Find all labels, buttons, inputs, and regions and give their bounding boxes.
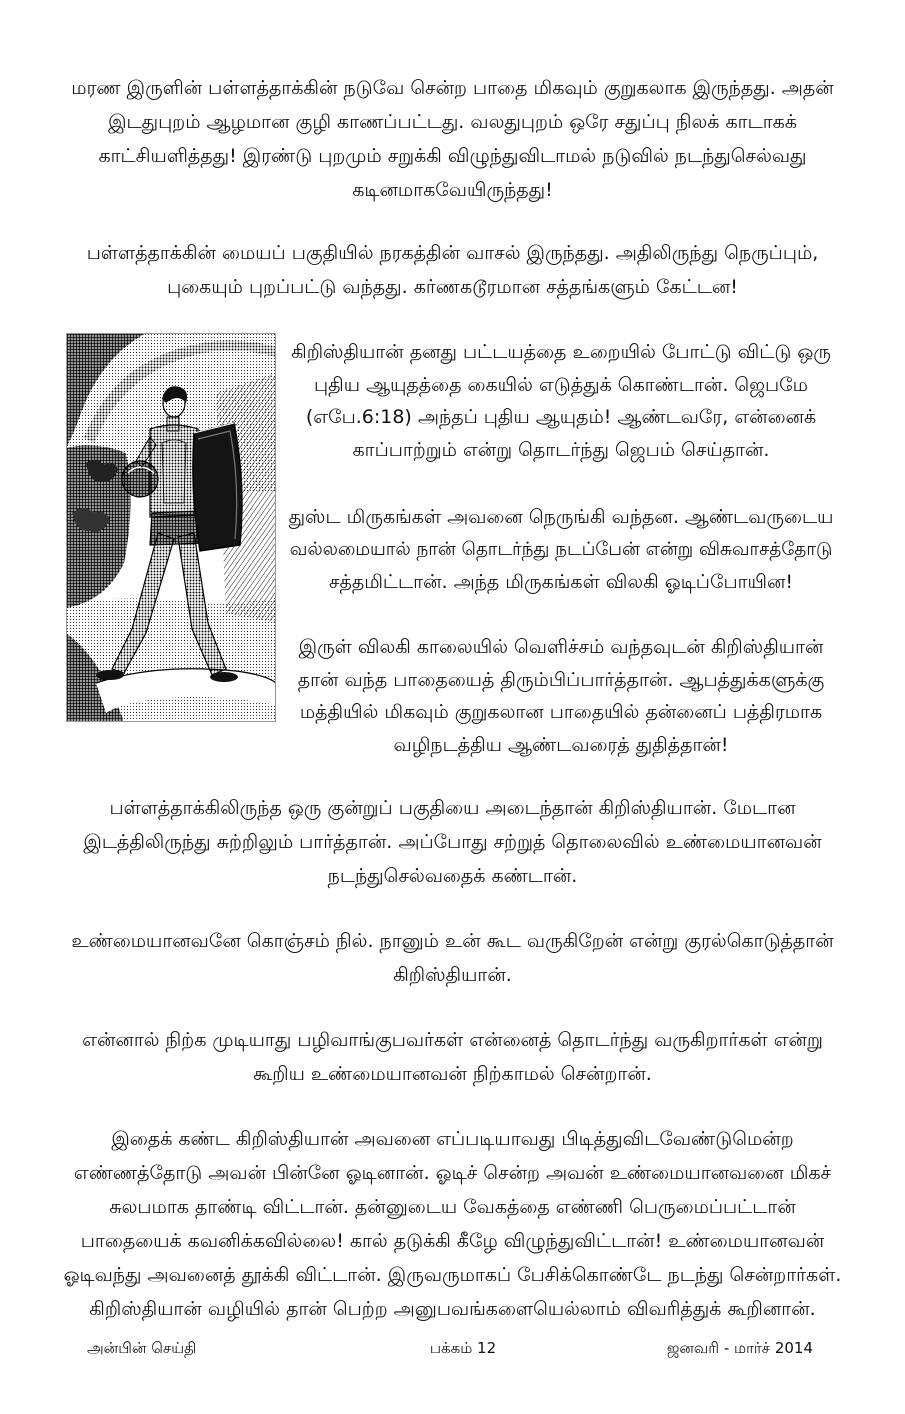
- text-line: கிறிஸ்தியான் தனது பட்டயத்தை உறையில் போட்டு விட்டு ஒரு: [291, 341, 831, 363]
- footer-issue-date: ஜனவரி - மார்ச் 2014: [666, 1339, 813, 1357]
- text-line: பள்ளத்தாக்கின் மையப் பகுதியில் நரகத்தின் வாசல் இருந்தது. அதிலிருந்து நெருப்பும்,: [86, 242, 819, 264]
- text-line: துஸ்ட மிருகங்கள் அவனை நெருங்கி வந்தன. ஆண்டவருடைய: [288, 506, 834, 528]
- text-line: புகையும் புறப்பட்டு வந்தது. கர்ணகடூரமான சத்தங்களும் கேட்டன!: [167, 276, 738, 298]
- text-line: நடந்துசெல்வதைக் கண்டான்.: [327, 865, 578, 887]
- armored-pilgrim-illustration: [66, 333, 276, 722]
- paragraph-call-out: [62, 924, 843, 992]
- text-line: என்னால் நிற்க முடியாது பழிவாங்குபவர்கள் என்னைத் தொடர்ந்து வருகிறார்கள் என்று: [82, 1029, 823, 1051]
- footer-publication-name: அன்பின் செய்தி: [87, 1339, 197, 1357]
- paragraph-morning-light: [284, 631, 838, 761]
- text-line: மரண இருளின் பள்ளத்தாக்கின் நடுவே சென்ற பாதை மிகவும் குறுகலாக இருந்தது. அதன்: [71, 77, 834, 99]
- text-line: கிறிஸ்தியான்.: [393, 964, 512, 986]
- text-line: இடதுபுறம் ஆழமான குழி காணப்பட்டது. வலதுபுறம் ஒரே சதுப்பு நிலக் காடாகக்: [108, 111, 797, 133]
- illustration-svg: [66, 333, 276, 722]
- text-line: இடத்திலிருந்து சுற்றிலும் பார்த்தான். அப்போது சற்றுத் தொலைவில் உண்மையானவன்: [83, 831, 822, 853]
- text-line: மத்தியில் மிகவும் குறுகலான பாதையில் தன்னைப் பத்திரமாக: [299, 701, 823, 723]
- text-line: தான் வந்த பாதையைத் திரும்பிப்பார்த்தான். ஆபத்துக்களுக்கு: [297, 668, 825, 691]
- paragraph-prayer-weapon: [284, 336, 838, 466]
- text-line: எண்ணத்தோடு அவன் பின்னே ஓடினான். ஓடிச் சென்ற அவன் உண்மையானவனை மிகச்: [73, 1162, 832, 1184]
- shield: [193, 423, 242, 551]
- text-line: புதிய ஆயுதத்தை கையில் எடுத்துக் கொண்டான். ஜெபமே: [314, 373, 808, 396]
- text-line: காட்சியளித்தது! இரண்டு புறமும் சறுக்கி விழுந்துவிடாமல் நடுவில் நடந்துசெல்வது: [98, 145, 807, 167]
- text-line: பாதையைக் கவனிக்கவில்லை! கால் தடுக்கி கீழே விழுந்துவிட்டான்! உண்மையானவன்: [80, 1230, 825, 1252]
- text-line: பள்ளத்தாக்கிலிருந்த ஒரு குன்றுப் பகுதியை அடைந்தான் கிறிஸ்தியான். மேடான: [109, 797, 796, 819]
- footer-page-number: பக்கம் 12: [429, 1339, 497, 1357]
- paragraph-stumble: [62, 1122, 843, 1326]
- text-line: சுலபமாக தாண்டி விட்டான். தன்னுடைய வேகத்தை எண்ணி பெருமைப்பட்டான்: [109, 1196, 796, 1218]
- text-line: இருள் விலகி காலையில் வெளிச்சம் வந்தவுடன் கிறிஸ்தியான்: [298, 636, 824, 658]
- text-line: வழிநடத்திய ஆண்டவரைத் துதித்தான்!: [393, 733, 729, 756]
- text-line: சத்தமிட்டான். அந்த மிருகங்கள் விலகி ஓடிப்போயின!: [328, 571, 794, 593]
- text-line: கூறிய உண்மையானவன் நிற்காமல் சென்றான்.: [253, 1063, 652, 1085]
- text-line: கிறிஸ்தியான் வழியில் தான் பெற்ற அனுபவங்களையெல்லாம் விவரித்துக் கூறினான்.: [89, 1298, 816, 1320]
- text-line: கடினமாகவேயிருந்தது!: [352, 179, 553, 201]
- text-line: (எபே.6:18) அந்தப் புதிய ஆயுதம்! ஆண்டவரே, என்னைக்: [305, 406, 817, 428]
- text-line: உண்மையானவனே கொஞ்சம் நில். நானும் உன் கூட வருகிறேன் என்று குரல்கொடுத்தான்: [71, 930, 834, 952]
- paragraph-hilltop: [62, 791, 843, 893]
- paragraph-hell-gate: [62, 236, 843, 304]
- text-line: வல்லமையால் நான் தொடர்ந்து நடப்பேன் என்று விசுவாசத்தோடு: [289, 538, 833, 560]
- text-line: ஓடிவந்து அவனைத் தூக்கி விட்டான். இருவருமாகப் பேசிக்கொண்டே நடந்து சென்றார்கள்.: [63, 1264, 842, 1286]
- paragraph-cannot-stop: [62, 1023, 843, 1091]
- paragraph-beasts-flee: [284, 501, 838, 599]
- paragraph-valley-path: [62, 71, 843, 207]
- text-line: இதைக் கண்ட கிறிஸ்தியான் அவனை எப்படியாவது பிடித்துவிடவேண்டுமென்ற: [111, 1128, 794, 1150]
- text-line: காப்பாற்றும் என்று தொடர்ந்து ஜெபம் செய்தான்.: [352, 438, 770, 461]
